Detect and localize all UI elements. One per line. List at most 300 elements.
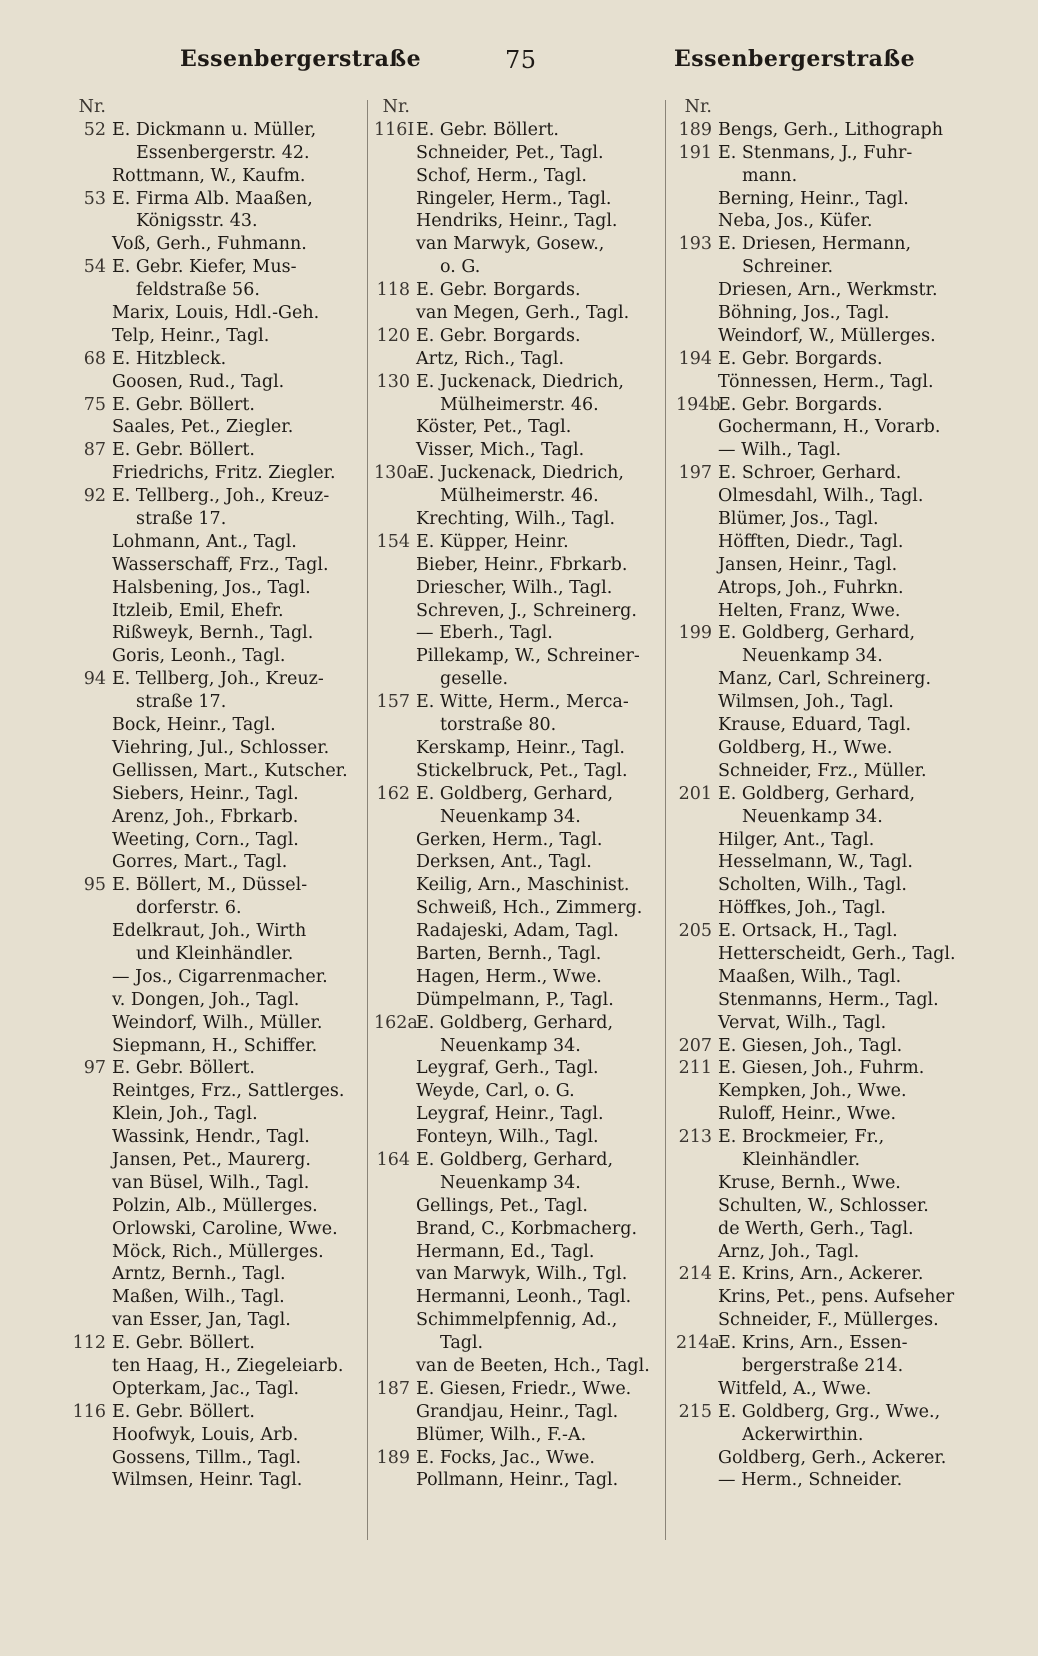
resident-entry: Schneider, F., Müllerges. (718, 1310, 939, 1331)
resident-entry: Weeting, Corn., Tagl. (112, 829, 299, 850)
directory-entry-line (374, 897, 664, 920)
resident-entry: Neuenkamp 34. (440, 1172, 581, 1193)
directory-entry-line (70, 325, 366, 348)
house-number: 95 (83, 875, 106, 896)
directory-entry-line (374, 554, 664, 577)
resident-entry: E. Gebr. Böllert. (112, 394, 255, 415)
resident-entry: Halsbening, Jos., Tagl. (112, 577, 311, 598)
resident-entry: feldstraße 56. (136, 280, 260, 301)
directory-entry-line (70, 394, 366, 417)
directory-entry-line (70, 622, 366, 645)
resident-entry: Böhning, Jos., Tagl. (718, 303, 890, 324)
directory-entry-line (70, 371, 366, 394)
directory-entry-line (374, 1447, 664, 1470)
directory-entry-line (70, 829, 366, 852)
resident-entry: Weindorf, W., Müllerges. (718, 325, 936, 346)
resident-entry: E. Driesen, Hermann, (718, 234, 912, 255)
directory-entry-line (374, 279, 664, 302)
house-number: 87 (83, 440, 106, 461)
directory-entry-line (676, 1286, 966, 1309)
resident-entry: Neuenkamp 34. (742, 646, 883, 667)
resident-entry: Bengs, Gerh., Lithograph (718, 119, 943, 140)
directory-entry-line (70, 302, 366, 325)
directory-entry-line (70, 1149, 366, 1172)
house-number: 197 (678, 463, 712, 484)
resident-entry: Ringeler, Herm., Tagl. (416, 188, 612, 209)
resident-entry: Berning, Heinr., Tagl. (718, 188, 909, 209)
directory-entry-line (70, 989, 366, 1012)
directory-column-1 (70, 96, 366, 1492)
directory-entry-line (70, 1218, 366, 1241)
resident-entry: Mülheimerstr. 46. (440, 394, 599, 415)
resident-entry: Schulten, W., Schlosser. (718, 1195, 929, 1216)
resident-entry: E. Juckenack, Diedrich, (416, 463, 624, 484)
resident-entry: Leygraf, Heinr., Tagl. (416, 1104, 604, 1125)
house-number: 116I (374, 119, 415, 140)
house-number: 120 (376, 325, 410, 346)
resident-entry: Klein, Joh., Tagl. (112, 1104, 258, 1125)
resident-entry: Neuenkamp 34. (440, 1035, 581, 1056)
directory-entry-line (374, 1172, 664, 1195)
resident-entry: Reintges, Frz., Sattlerges. (112, 1081, 345, 1102)
resident-entry: Hagen, Herm., Wwe. (416, 966, 602, 987)
directory-entry-line (374, 760, 664, 783)
house-number: 116 (72, 1401, 106, 1422)
resident-entry: Wassink, Hendr., Tagl. (112, 1127, 310, 1148)
directory-entry-line (676, 920, 966, 943)
directory-entry-line (676, 829, 966, 852)
house-number: 193 (678, 234, 712, 255)
directory-entry-line (374, 416, 664, 439)
house-number: 205 (678, 921, 712, 942)
directory-entry-line (70, 233, 366, 256)
resident-entry: Schweiß, Hch., Zimmerg. (416, 898, 643, 919)
resident-entry: Neba, Jos., Küfer. (718, 211, 873, 232)
resident-entry: straße 17. (136, 692, 227, 713)
resident-entry: Tönnessen, Herm., Tagl. (718, 371, 934, 392)
directory-entry-line (676, 439, 966, 462)
directory-entry-line (374, 165, 664, 188)
directory-entry-line (70, 416, 366, 439)
house-number: 194b (676, 394, 721, 415)
house-number: 187 (376, 1378, 410, 1399)
directory-entry-line (70, 1012, 366, 1035)
resident-entry: Arenz, Joh., Fbrkarb. (112, 806, 299, 827)
directory-entry-line (374, 1149, 664, 1172)
directory-entry-line (374, 371, 664, 394)
resident-entry: Driescher, Wilh., Tagl. (416, 577, 613, 598)
resident-entry: de Werth, Gerh., Tagl. (718, 1218, 914, 1239)
resident-entry: Schreiner. (742, 257, 834, 278)
directory-entry-line (676, 210, 966, 233)
resident-entry: van Marwyk, Gosew., (416, 234, 605, 255)
resident-entry: Viehring, Jul., Schlosser. (112, 737, 330, 758)
resident-entry: Hoofwyk, Louis, Arb. (112, 1424, 299, 1445)
resident-entry: E. Witte, Herm., Merca- (416, 692, 629, 713)
directory-entry-line (676, 966, 966, 989)
resident-entry: E. Brockmeier, Fr., (718, 1127, 885, 1148)
resident-entry: Arnz, Joh., Tagl. (718, 1241, 860, 1262)
resident-entry: E. Goldberg, Gerhard, (416, 783, 614, 804)
resident-entry: E. Giesen, Joh., Tagl. (718, 1035, 903, 1056)
directory-entry-line (374, 668, 664, 691)
directory-entry-line (374, 920, 664, 943)
directory-entry-line (676, 714, 966, 737)
resident-entry: Gossens, Tillm., Tagl. (112, 1447, 302, 1468)
resident-entry: torstraße 80. (440, 715, 557, 736)
directory-entry-line (676, 760, 966, 783)
resident-entry: Polzin, Alb., Müllerges. (112, 1195, 318, 1216)
directory-entry-line (70, 1469, 366, 1492)
directory-entry-line (676, 668, 966, 691)
resident-entry: E. Krins, Arn., Essen- (718, 1333, 908, 1354)
resident-entry: und Kleinhändler. (136, 943, 294, 964)
directory-entry-line (374, 1469, 664, 1492)
house-number: 164 (376, 1149, 410, 1170)
directory-entry-line (70, 96, 366, 119)
directory-entry-line (676, 600, 966, 623)
house-number: 130a (374, 463, 418, 484)
directory-entry-line (70, 897, 366, 920)
directory-entry-line (676, 233, 966, 256)
resident-entry: Schof, Herm., Tagl. (416, 165, 587, 186)
resident-entry: Saales, Pet., Ziegler. (112, 417, 294, 438)
directory-entry-line (676, 96, 966, 119)
directory-entry-line (676, 1378, 966, 1401)
resident-entry: E. Gebr. Böllert. (112, 1401, 255, 1422)
resident-entry: Barten, Bernh., Tagl. (416, 943, 602, 964)
resident-entry: Stenmanns, Herm., Tagl. (718, 989, 939, 1010)
resident-entry: E. Goldberg, Gerhard, (416, 1149, 614, 1170)
directory-entry-line (374, 210, 664, 233)
resident-entry: Jansen, Heinr., Tagl. (718, 554, 898, 575)
directory-entry-line (374, 600, 664, 623)
resident-entry: E. Gebr. Borgards. (718, 348, 883, 369)
directory-entry-line (374, 233, 664, 256)
directory-entry-line (374, 1286, 664, 1309)
resident-entry: Blümer, Wilh., F.-A. (416, 1424, 587, 1445)
house-number: 199 (678, 623, 712, 644)
directory-entry-line (70, 714, 366, 737)
resident-entry: Krins, Pet., pens. Aufseher (718, 1287, 955, 1308)
directory-entry-line (676, 119, 966, 142)
resident-entry: Essenbergerstr. 42. (136, 142, 310, 163)
resident-entry: E. Goldberg, Gerhard, (416, 1012, 614, 1033)
resident-entry: Königsstr. 43. (136, 211, 258, 232)
page-header (0, 46, 1038, 86)
directory-entry-line (374, 1355, 664, 1378)
house-number: 118 (376, 280, 410, 301)
house-number: 213 (678, 1127, 712, 1148)
resident-entry: Dümpelmann, P., Tagl. (416, 989, 614, 1010)
resident-entry: Wasserschaff, Frz., Tagl. (112, 554, 329, 575)
resident-entry: E. Giesen, Friedr., Wwe. (416, 1378, 632, 1399)
house-number: Nr. (684, 97, 712, 117)
resident-entry: Artz, Rich., Tagl. (416, 348, 565, 369)
resident-entry: Goosen, Rud., Tagl. (112, 371, 285, 392)
house-number: 215 (678, 1401, 712, 1422)
directory-entry-line (676, 1218, 966, 1241)
directory-entry-line (70, 851, 366, 874)
resident-entry: Gorres, Mart., Tagl. (112, 852, 288, 873)
running-head-left: Essenbergerstraße (180, 46, 422, 72)
directory-entry-line (70, 1286, 366, 1309)
resident-entry: Witfeld, A., Wwe. (718, 1378, 872, 1399)
resident-entry: Hendriks, Heinr., Tagl. (416, 211, 618, 232)
resident-entry: Maaßen, Wilh., Tagl. (718, 966, 902, 987)
directory-entry-line (676, 577, 966, 600)
resident-entry: van Marwyk, Wilh., Tgl. (416, 1264, 628, 1285)
resident-entry: E. Goldberg, Gerhard, (718, 623, 916, 644)
resident-entry: Opterkam, Jac., Tagl. (112, 1378, 300, 1399)
directory-entry-line (676, 645, 966, 668)
resident-entry: van de Beeten, Hch., Tagl. (416, 1355, 650, 1376)
resident-entry: E. Dickmann u. Müller, (112, 119, 317, 140)
directory-entry-line (676, 188, 966, 211)
house-number: 97 (83, 1058, 106, 1079)
running-head-right: Essenbergerstraße (674, 46, 916, 72)
resident-entry: bergerstraße 214. (742, 1355, 904, 1376)
resident-entry: Rottmann, W., Kaufm. (112, 165, 306, 186)
resident-entry: E. Tellberg., Joh., Kreuz- (112, 486, 330, 507)
resident-entry: E. Ortsack, H., Tagl. (718, 921, 898, 942)
directory-entry-line (70, 1401, 366, 1424)
resident-entry: Siepmann, H., Schiffer. (112, 1035, 318, 1056)
directory-entry-line (676, 897, 966, 920)
resident-entry: Ruloff, Heinr., Wwe. (718, 1104, 897, 1125)
resident-entry: Siebers, Heinr., Tagl. (112, 783, 299, 804)
resident-entry: straße 17. (136, 509, 227, 530)
directory-entry-line (374, 783, 664, 806)
directory-entry-line (70, 1057, 366, 1080)
resident-entry: Kempken, Joh., Wwe. (718, 1081, 907, 1102)
house-number: 189 (376, 1447, 410, 1468)
resident-entry: Voß, Gerh., Fuhmann. (112, 234, 307, 255)
directory-entry-line (374, 1309, 664, 1332)
directory-column-2 (374, 96, 664, 1492)
directory-entry-line (676, 416, 966, 439)
directory-entry-line (676, 1447, 966, 1470)
resident-entry: Stickelbruck, Pet., Tagl. (416, 760, 628, 781)
directory-entry-line (676, 1080, 966, 1103)
directory-entry-line (676, 302, 966, 325)
directory-entry-line (70, 577, 366, 600)
directory-entry-line (676, 462, 966, 485)
directory-entry-line (70, 1332, 366, 1355)
resident-entry: Krause, Eduard, Tagl. (718, 715, 912, 736)
directory-entry-line (374, 1035, 664, 1058)
directory-entry-line (70, 348, 366, 371)
directory-entry-line (374, 302, 664, 325)
directory-entry-line (70, 1447, 366, 1470)
resident-entry: E. Focks, Jac., Wwe. (416, 1447, 595, 1468)
directory-entry-line (70, 668, 366, 691)
directory-entry-line (374, 989, 664, 1012)
house-number: 211 (678, 1058, 712, 1079)
directory-entry-line (374, 806, 664, 829)
directory-entry-line (70, 1263, 366, 1286)
directory-entry-line (70, 1378, 366, 1401)
resident-entry: Bieber, Heinr., Fbrkarb. (416, 554, 628, 575)
directory-entry-line (374, 1057, 664, 1080)
directory-entry-line (70, 1355, 366, 1378)
directory-entry-line (70, 1103, 366, 1126)
resident-entry: Scholten, Wilh., Tagl. (718, 875, 907, 896)
resident-entry: Keilig, Arn., Maschinist. (416, 875, 630, 896)
directory-entry-line (70, 531, 366, 554)
directory-entry-line (70, 1241, 366, 1264)
resident-entry: Helten, Franz, Wwe. (718, 600, 901, 621)
resident-entry: — Herm., Schneider. (718, 1470, 903, 1491)
directory-entry-line (374, 531, 664, 554)
directory-entry-line (374, 188, 664, 211)
directory-entry-line (676, 531, 966, 554)
resident-entry: Maßen, Wilh., Tagl. (112, 1287, 285, 1308)
resident-entry: — Jos., Cigarrenmacher. (112, 966, 328, 987)
resident-entry: Visser, Mich., Tagl. (416, 440, 585, 461)
directory-entry-line (374, 1103, 664, 1126)
resident-entry: Jansen, Pet., Maurerg. (112, 1149, 311, 1170)
directory-entry-line (676, 989, 966, 1012)
directory-entry-line (676, 737, 966, 760)
house-number: 52 (83, 119, 106, 140)
resident-entry: Gellissen, Mart., Kutscher. (112, 760, 348, 781)
directory-entry-line (70, 1080, 366, 1103)
directory-entry-line (676, 1401, 966, 1424)
directory-entry-line (374, 462, 664, 485)
resident-entry: Friedrichs, Fritz. Ziegler. (112, 463, 336, 484)
resident-entry: Neuenkamp 34. (440, 806, 581, 827)
directory-entry-line (374, 622, 664, 645)
directory-entry-line (70, 165, 366, 188)
directory-entry-line (676, 1469, 966, 1492)
directory-entry-line (70, 462, 366, 485)
house-number: 194 (678, 348, 712, 369)
directory-entry-line (70, 210, 366, 233)
directory-entry-line (70, 806, 366, 829)
directory-entry-line (676, 371, 966, 394)
resident-entry: E. Krins, Arn., Ackerer. (718, 1264, 924, 1285)
resident-entry: Arntz, Bernh., Tagl. (112, 1264, 286, 1285)
resident-entry: E. Gebr. Borgards. (718, 394, 883, 415)
resident-entry: E. Gebr. Borgards. (416, 280, 581, 301)
directory-entry-line (374, 142, 664, 165)
directory-entry-line (70, 691, 366, 714)
directory-entry-line (374, 1080, 664, 1103)
resident-entry: E. Gebr. Böllert. (112, 440, 255, 461)
directory-entry-line (374, 1263, 664, 1286)
resident-entry: Marix, Louis, Hdl.-Geh. (112, 303, 320, 324)
resident-entry: Höfften, Diedr., Tagl. (718, 531, 904, 552)
directory-entry-line (70, 142, 366, 165)
directory-entry-line (70, 485, 366, 508)
resident-entry: E. Gebr. Böllert. (416, 119, 559, 140)
directory-entry-line (70, 1035, 366, 1058)
directory-entry-line (70, 1309, 366, 1332)
directory-entry-line (676, 1012, 966, 1035)
resident-entry: Schneider, Frz., Müller. (718, 760, 927, 781)
directory-entry-line (374, 966, 664, 989)
resident-entry: Hesselmann, W., Tagl. (718, 852, 913, 873)
directory-entry-line (676, 1309, 966, 1332)
resident-entry: Kerskamp, Heinr., Tagl. (416, 737, 625, 758)
resident-entry: Rißweyk, Bernh., Tagl. (112, 623, 314, 644)
directory-entry-line (374, 119, 664, 142)
house-number: 162 (376, 783, 410, 804)
directory-entry-line (70, 737, 366, 760)
house-number: 189 (678, 119, 712, 140)
resident-entry: mann. (742, 165, 798, 186)
directory-entry-line (676, 1263, 966, 1286)
directory-entry-line (676, 1172, 966, 1195)
page-number: 75 (505, 46, 537, 74)
resident-entry: Leygraf, Gerh., Tagl. (416, 1058, 599, 1079)
resident-entry: E. Böllert, M., Düssel- (112, 875, 308, 896)
directory-entry-line (70, 600, 366, 623)
resident-entry: Brand, C., Korbmacherg. (416, 1218, 638, 1239)
resident-entry: Pollmann, Heinr., Tagl. (416, 1470, 619, 1491)
directory-entry-line (70, 439, 366, 462)
directory-entry-line (676, 508, 966, 531)
house-number: 214a (676, 1333, 720, 1354)
resident-entry: Mülheimerstr. 46. (440, 486, 599, 507)
directory-entry-line (374, 485, 664, 508)
resident-entry: Gochermann, H., Vorarb. (718, 417, 941, 438)
directory-entry-line (676, 1057, 966, 1080)
resident-entry: Derksen, Ant., Tagl. (416, 852, 592, 873)
resident-entry: ten Haag, H., Ziegeleiarb. (112, 1355, 344, 1376)
house-number: 54 (83, 257, 106, 278)
resident-entry: Krechting, Wilh., Tagl. (416, 509, 616, 530)
resident-entry: Goldberg, Gerh., Ackerer. (718, 1447, 947, 1468)
resident-entry: Weindorf, Wilh., Müller. (112, 1012, 323, 1033)
directory-entry-line (676, 1035, 966, 1058)
directory-entry-line (374, 256, 664, 279)
resident-entry: Ackerwirthin. (742, 1424, 864, 1445)
resident-entry: E. Gebr. Borgards. (416, 325, 581, 346)
directory-entry-line (676, 1241, 966, 1264)
house-number: 94 (83, 669, 106, 690)
resident-entry: Blümer, Jos., Tagl. (718, 509, 879, 530)
directory-entry-line (70, 119, 366, 142)
directory-entry-line (676, 485, 966, 508)
directory-entry-line (676, 554, 966, 577)
directory-entry-line (374, 714, 664, 737)
resident-entry: Schneider, Pet., Tagl. (416, 142, 604, 163)
resident-entry: Wilmsen, Heinr. Tagl. (112, 1470, 303, 1491)
resident-entry: Orlowski, Caroline, Wwe. (112, 1218, 338, 1239)
resident-entry: Bock, Heinr., Tagl. (112, 715, 276, 736)
directory-entry-line (374, 439, 664, 462)
directory-entry-line (374, 1195, 664, 1218)
resident-entry: Schreven, J., Schreinerg. (416, 600, 637, 621)
house-number: 154 (376, 531, 410, 552)
directory-entry-line (70, 874, 366, 897)
directory-entry-line (70, 554, 366, 577)
directory-entry-line (676, 1195, 966, 1218)
directory-entry-line (374, 1126, 664, 1149)
column-divider (665, 100, 666, 1540)
resident-entry: Driesen, Arn., Werkmstr. (718, 280, 938, 301)
directory-entry-line (676, 691, 966, 714)
resident-entry: E. Goldberg, Gerhard, (718, 783, 916, 804)
resident-entry: E. Giesen, Joh., Fuhrm. (718, 1058, 925, 1079)
resident-entry: Köster, Pet., Tagl. (416, 417, 572, 438)
directory-entry-line (676, 783, 966, 806)
directory-entry-line (374, 508, 664, 531)
resident-entry: van Büsel, Wilh., Tagl. (112, 1172, 310, 1193)
resident-entry: Hermann, Ed., Tagl. (416, 1241, 595, 1262)
